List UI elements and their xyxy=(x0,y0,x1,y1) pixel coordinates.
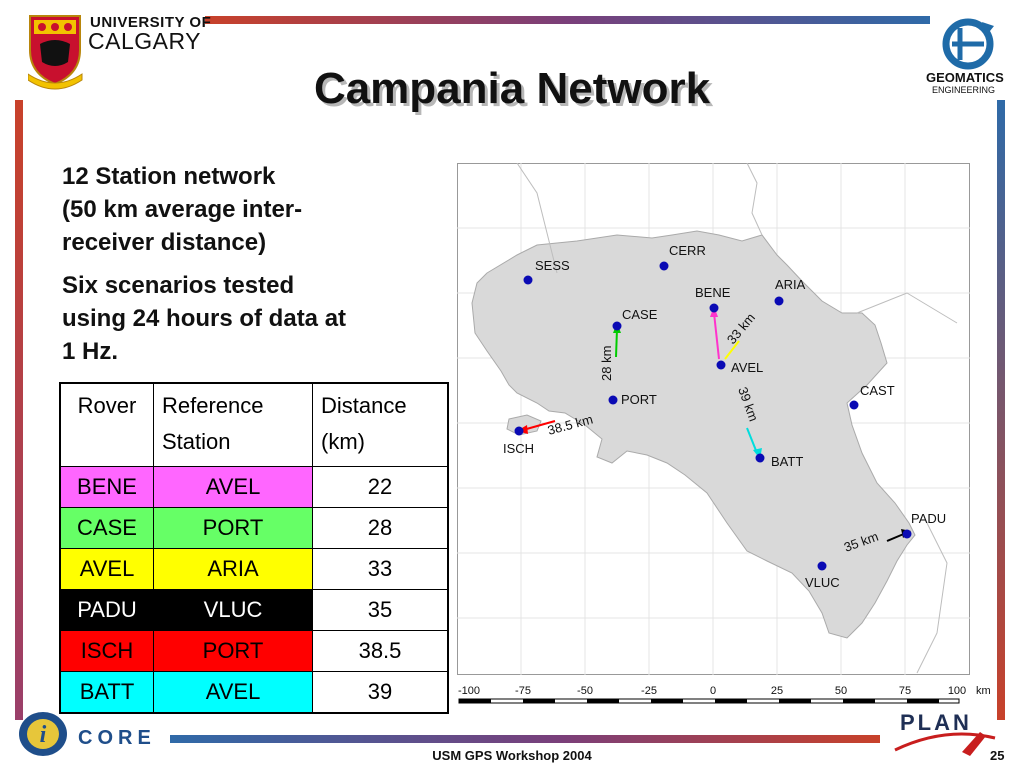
distance-cell: 35 xyxy=(313,590,449,631)
station-label-avel: AVEL xyxy=(731,360,764,375)
station-label-cerr: CERR xyxy=(669,243,706,258)
table-row xyxy=(60,631,448,672)
reference-cell: VLUC xyxy=(154,590,313,631)
station-label-cast: CAST xyxy=(860,383,895,398)
scale-tick: 100 xyxy=(947,685,967,697)
reference-cell: PORT xyxy=(154,508,313,549)
scale-tick: -25 xyxy=(641,685,657,697)
reference-cell: AVEL xyxy=(154,467,313,508)
scale-bar xyxy=(459,699,959,703)
distance-cell: 38.5 xyxy=(313,631,449,672)
table-row xyxy=(60,590,448,631)
distance-cell: 22 xyxy=(313,467,449,508)
station-label-bene: BENE xyxy=(695,285,731,300)
station-label-case: CASE xyxy=(622,307,658,322)
bottom-gradient-bar xyxy=(170,735,880,743)
station-label-sess: SESS xyxy=(535,258,570,273)
core-text: CORE xyxy=(78,727,156,749)
para1-line2: (50 km average inter- xyxy=(62,196,303,223)
engineering-name: ENGINEERING xyxy=(932,85,996,95)
scale-tick: 50 xyxy=(834,685,848,697)
table-row xyxy=(60,672,448,714)
table-row xyxy=(60,467,448,508)
left-gradient-bar xyxy=(15,100,23,720)
station-label-isch: ISCH xyxy=(503,441,535,456)
distance-cell: 33 xyxy=(313,549,449,590)
distance-cell: 39 xyxy=(313,672,449,714)
baseline-label-33: 33 km xyxy=(723,310,759,347)
distance-cell: 28 xyxy=(313,508,449,549)
baseline-table xyxy=(59,382,449,714)
header-distance: Distance (km) xyxy=(313,383,449,467)
table-row xyxy=(60,508,448,549)
para1-line3: receiver distance) xyxy=(62,229,267,256)
scale-tick: 0 xyxy=(709,685,717,697)
station-label-padu: PADU xyxy=(911,511,947,526)
station-label-aria: ARIA xyxy=(775,277,806,292)
scale-tick: -50 xyxy=(577,685,593,697)
reference-cell: PORT xyxy=(154,631,313,672)
table-row xyxy=(60,549,448,590)
rover-cell: PADU xyxy=(60,590,154,631)
para2-line3: 1 Hz. xyxy=(62,338,119,365)
university-name-line1: UNIVERSITY OF xyxy=(90,14,212,31)
baseline-label-28: 28 km xyxy=(599,345,614,381)
station-label-batt: BATT xyxy=(771,454,804,469)
right-gradient-bar xyxy=(997,100,1005,720)
workshop-footer: USM GPS Workshop 2004 xyxy=(432,748,592,763)
baseline-label-385: 38.5 km xyxy=(545,411,595,438)
rover-cell: AVEL xyxy=(60,549,154,590)
header-rover: Rover xyxy=(60,383,154,467)
scale-tick: 75 xyxy=(898,685,912,697)
para1-line1: 12 Station network xyxy=(62,163,276,190)
rover-cell: ISCH xyxy=(60,631,154,672)
top-gradient-bar xyxy=(205,16,930,24)
description-text xyxy=(62,160,422,378)
scale-tick: -100 xyxy=(457,685,481,697)
baseline-label-39: 39 km xyxy=(735,384,762,424)
rover-cell: CASE xyxy=(60,508,154,549)
reference-cell: ARIA xyxy=(154,549,313,590)
scale-tick: -75 xyxy=(515,685,531,697)
para2-line1: Six scenarios tested xyxy=(62,272,295,299)
station-label-port: PORT xyxy=(621,392,657,407)
svg-text:i: i xyxy=(39,722,47,748)
rover-cell: BENE xyxy=(60,467,154,508)
scale-tick: 25 xyxy=(770,685,784,697)
campania-map xyxy=(457,163,970,707)
page-title: Campania Network xyxy=(313,64,711,113)
baseline-label-35: 35 km xyxy=(841,528,881,555)
reference-cell: AVEL xyxy=(154,672,313,714)
table-header-row xyxy=(60,383,448,467)
scale-unit-label: km xyxy=(976,685,991,697)
geomatics-name: GEOMATICS xyxy=(926,70,1004,85)
station-label-vluc: VLUC xyxy=(805,575,840,590)
university-name-line2: CALGARY xyxy=(88,28,202,54)
page-number: 25 xyxy=(990,748,1005,763)
plan-text: PLAN xyxy=(900,710,972,735)
para2-line2: using 24 hours of data at xyxy=(62,305,347,332)
rover-cell: BATT xyxy=(60,672,154,714)
header-reference-station: Reference Station xyxy=(154,383,313,467)
